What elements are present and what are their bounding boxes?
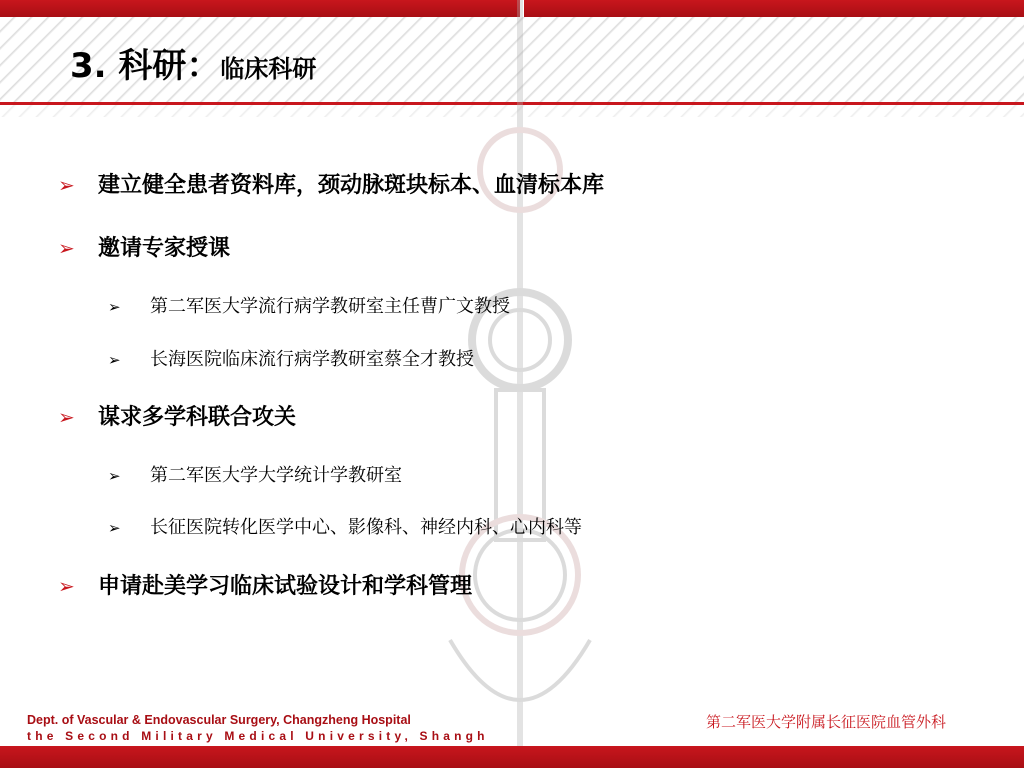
bottom-red-bar xyxy=(0,746,1024,768)
arrow-bullet-icon: ➢ xyxy=(58,173,75,197)
list-item: ➢ 长征医院转化医学中心、影像科、神经内科、心内科等 xyxy=(108,517,582,538)
list-item: ➢ 谋求多学科联合攻关 xyxy=(58,405,297,430)
arrow-bullet-icon: ➢ xyxy=(58,405,75,429)
arrow-bullet-icon: ➢ xyxy=(108,467,121,485)
title-main: 3. 科研： xyxy=(70,46,221,86)
arrow-bullet-icon: ➢ xyxy=(108,351,121,369)
footer-dept-line2: the Second Military Medical University, Shangh xyxy=(27,729,489,743)
arrow-bullet-icon: ➢ xyxy=(108,298,121,316)
list-item: ➢ 申请赴美学习临床试验设计和学科管理 xyxy=(58,574,473,599)
list-item: ➢ 第二军医大学流行病学教研室主任曹广文教授 xyxy=(108,296,510,317)
list-item: ➢ 长海医院临床流行病学教研室蔡全才教授 xyxy=(108,349,474,370)
title-sub: 临床科研 xyxy=(220,55,317,83)
arrow-bullet-icon: ➢ xyxy=(108,519,121,537)
arrow-bullet-icon: ➢ xyxy=(58,236,75,260)
list-item: ➢ 邀请专家授课 xyxy=(58,236,231,261)
footer-hospital-name: 第二军医大学附属长征医院血管外科 xyxy=(706,713,947,731)
list-item: ➢ 第二军医大学大学统计学教研室 xyxy=(108,465,402,486)
arrow-bullet-icon: ➢ xyxy=(58,574,75,598)
footer-department xyxy=(27,713,489,743)
footer-dept-line1: Dept. of Vascular & Endovascular Surgery, Changzheng Hospital xyxy=(27,713,411,727)
list-item: ➢ 建立健全患者资料库，颈动脉斑块标本、血清标本库 xyxy=(58,173,605,198)
